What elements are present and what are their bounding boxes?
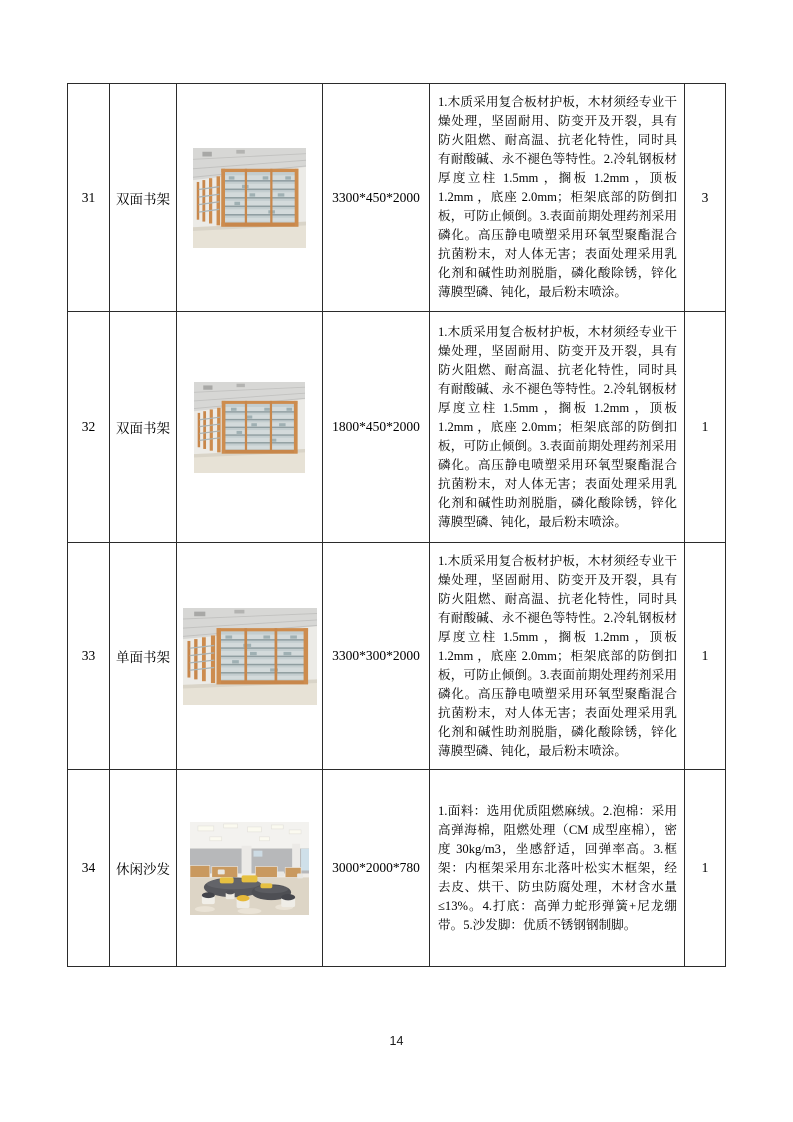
item-photo-cell <box>177 312 323 543</box>
item-quantity: 1 <box>685 312 726 543</box>
double-sided-bookshelf-photo <box>193 148 306 248</box>
item-photo-cell <box>177 543 323 770</box>
table-row <box>68 312 726 543</box>
item-dimensions: 1800*450*2000 <box>323 312 430 543</box>
item-dimensions: 3000*2000*780 <box>323 770 430 967</box>
item-description: 1.木质采用复合板材护板，木材须经专业干燥处理，坚固耐用、防变开及开裂，具有防火阻燃、耐高温、抗老化特性，同时具有耐酸碱、永不褪色等特性。2.冷轧钢板材厚度立柱 1.5mm ，搁板 1.2mm ，顶板 1.2mm ，底座 2.0mm；柜架底部的防倒扣板，可防止倾倒。3.表面前期处理药剂采用磷化。高压静电喷塑采用环氧型聚酯混合抗菌粉末，对人体无害；表面处理采用乳化剂和碱性助剂脱脂，磷化酸除锈，锌化薄膜型磷、钝化，最后粉末喷涂。 <box>430 543 685 770</box>
item-quantity: 3 <box>685 84 726 312</box>
single-sided-bookshelf-photo <box>183 608 317 705</box>
item-number: 32 <box>68 312 110 543</box>
item-number: 31 <box>68 84 110 312</box>
table-row <box>68 84 726 312</box>
item-quantity: 1 <box>685 770 726 967</box>
item-photo-cell <box>177 84 323 312</box>
item-number: 34 <box>68 770 110 967</box>
item-quantity: 1 <box>685 543 726 770</box>
item-dimensions: 3300*450*2000 <box>323 84 430 312</box>
table-row <box>68 770 726 967</box>
item-name: 休闲沙发 <box>110 770 177 967</box>
item-photo-cell <box>177 770 323 967</box>
leisure-sofa-photo <box>190 822 309 915</box>
double-sided-bookshelf-photo <box>194 382 305 473</box>
item-name: 双面书架 <box>110 84 177 312</box>
furniture-spec-table <box>67 83 726 967</box>
page-number: 14 <box>389 1034 404 1048</box>
item-name: 双面书架 <box>110 312 177 543</box>
table-row <box>68 543 726 770</box>
item-description: 1.木质采用复合板材护板，木材须经专业干燥处理，坚固耐用、防变开及开裂，具有防火阻燃、耐高温、抗老化特性，同时具有耐酸碱、永不褪色等特性。2.冷轧钢板材厚度立柱 1.5mm ，搁板 1.2mm ，顶板 1.2mm ，底座 2.0mm；柜架底部的防倒扣板，可防止倾倒。3.表面前期处理药剂采用磷化。高压静电喷塑采用环氧型聚酯混合抗菌粉末，对人体无害；表面处理采用乳化剂和碱性助剂脱脂，磷化酸除锈，锌化薄膜型磷、钝化，最后粉末喷涂。 <box>430 84 685 312</box>
item-description: 1.木质采用复合板材护板，木材须经专业干燥处理，坚固耐用、防变开及开裂，具有防火阻燃、耐高温、抗老化特性，同时具有耐酸碱、永不褪色等特性。2.冷轧钢板材厚度立柱 1.5mm ，搁板 1.2mm ，顶板 1.2mm ，底座 2.0mm；柜架底部的防倒扣板，可防止倾倒。3.表面前期处理药剂采用磷化。高压静电喷塑采用环氧型聚酯混合抗菌粉末，对人体无害；表面处理采用乳化剂和碱性助剂脱脂，磷化酸除锈，锌化薄膜型磷、钝化，最后粉末喷涂。 <box>430 312 685 543</box>
item-number: 33 <box>68 543 110 770</box>
item-description: 1.面料：选用优质阻燃麻绒。2.泡棉：采用高弹海棉，阻燃处理（CM 成型座棉），密度 30kg/m3，坐感舒适，回弹率高。3.框架：内框架采用东北落叶松实木框架，经去皮、烘干、防虫防腐处理，木材含水量≤13%。4.打底：高弹力蛇形弹簧+尼龙绷带。5.沙发脚：优质不锈钢钢制脚。 <box>430 770 685 967</box>
item-dimensions: 3300*300*2000 <box>323 543 430 770</box>
item-name: 单面书架 <box>110 543 177 770</box>
